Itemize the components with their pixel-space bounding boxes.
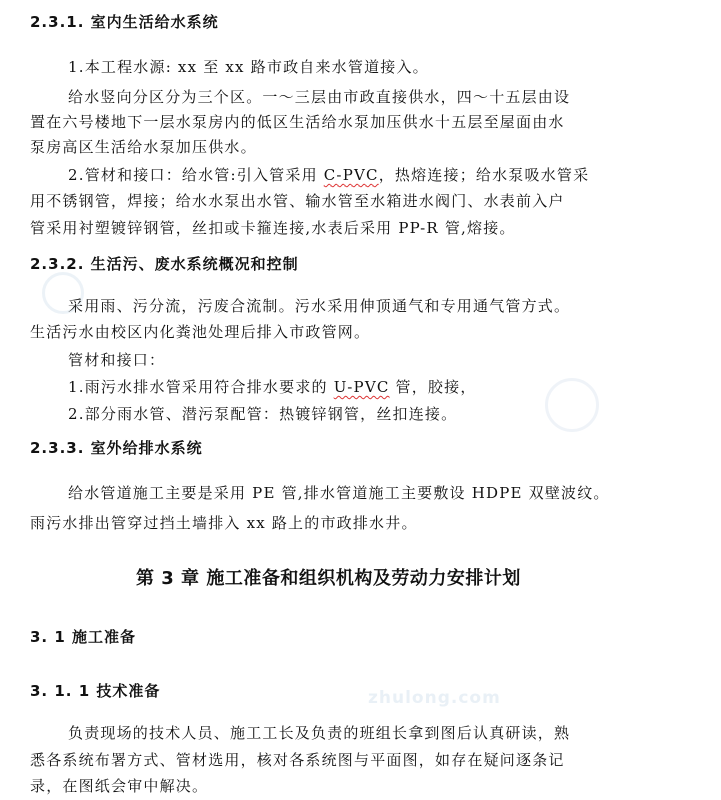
- heading-2-3-2: 2.3.2. 生活污、废水系统概况和控制: [30, 255, 299, 273]
- paragraph-pipe-material-line3: 管采用衬塑镀锌钢管，丝扣或卡箍连接,水表后采用 PP-R 管,熔接。: [30, 219, 516, 237]
- watermark-site: zhulong.com: [368, 688, 501, 708]
- paragraph-outdoor-line1: 给水管道施工主要是采用 PE 管,排水管道施工主要敷设 HDPE 双壁波纹。: [68, 484, 610, 502]
- paragraph-zoning-line2: 置在六号楼地下一层水泵房内的低区生活给水泵加压供水十五层至屋面由水: [30, 113, 565, 131]
- spellcheck-word: U-PVC: [333, 378, 390, 396]
- paragraph-zoning-line1: 给水竖向分区分为三个区。一～三层由市政直接供水，四～十五层由设: [68, 88, 571, 106]
- paragraph-pipe-material-line2: 用不锈钢管，焊接；给水水泵出水管、输水管至水箱进水阀门、水表前入户: [30, 192, 565, 210]
- text-run: 2.管材和接口：给水管:引入管采用: [68, 166, 324, 184]
- heading-3-1-1: 3. 1. 1 技术准备: [30, 682, 161, 700]
- paragraph-outdoor-line2: 雨污水排出管穿过挡土墙排入 xx 路上的市政排水井。: [30, 514, 418, 532]
- chapter-3-title: 第 3 章 施工准备和组织机构及劳动力安排计划: [136, 568, 521, 589]
- text-run: ，热熔连接；给水泵吸水管采: [378, 166, 590, 184]
- paragraph-tech-prep-line3: 录，在图纸会审中解决。: [30, 777, 209, 795]
- paragraph-rain-sewage-pipe: [68, 376, 477, 397]
- paragraph-rain-pump-pipe: 2.部分雨水管、潜污泵配管：热镀锌钢管，丝扣连接。: [68, 405, 458, 423]
- text-run: 1.雨污水排水管采用符合排水要求的: [68, 378, 334, 396]
- paragraph-drainage-line1: 采用雨、污分流，污废合流制。污水采用伸顶通气和专用通气管方式。: [68, 297, 571, 315]
- paragraph-drainage-line2: 生活污水由校区内化粪池处理后排入市政管网。: [30, 323, 371, 341]
- heading-2-3-3: 2.3.3. 室外给排水系统: [30, 439, 203, 457]
- paragraph-water-source: 1.本工程水源: xx 至 xx 路市政自来水管道接入。: [68, 58, 429, 76]
- watermark-logo-right: [545, 378, 599, 432]
- paragraph-pipe-material-line1: [68, 164, 589, 185]
- text-run: 管，胶接，: [389, 378, 477, 396]
- paragraph-tech-prep-line1: 负责现场的技术人员、施工工长及负责的班组长拿到图后认真研读，熟: [68, 724, 571, 742]
- paragraph-pipe-joint-label: 管材和接口：: [68, 351, 166, 369]
- spellcheck-word: C-PVC: [323, 166, 379, 184]
- paragraph-zoning-line3: 泵房高区生活给水泵加压供水。: [30, 138, 257, 156]
- heading-2-3-1: 2.3.1. 室内生活给水系统: [30, 13, 219, 31]
- heading-3-1: 3. 1 施工准备: [30, 628, 137, 646]
- paragraph-tech-prep-line2: 悉各系统布署方式、管材选用，核对各系统图与平面图，如存在疑问逐条记: [30, 751, 565, 769]
